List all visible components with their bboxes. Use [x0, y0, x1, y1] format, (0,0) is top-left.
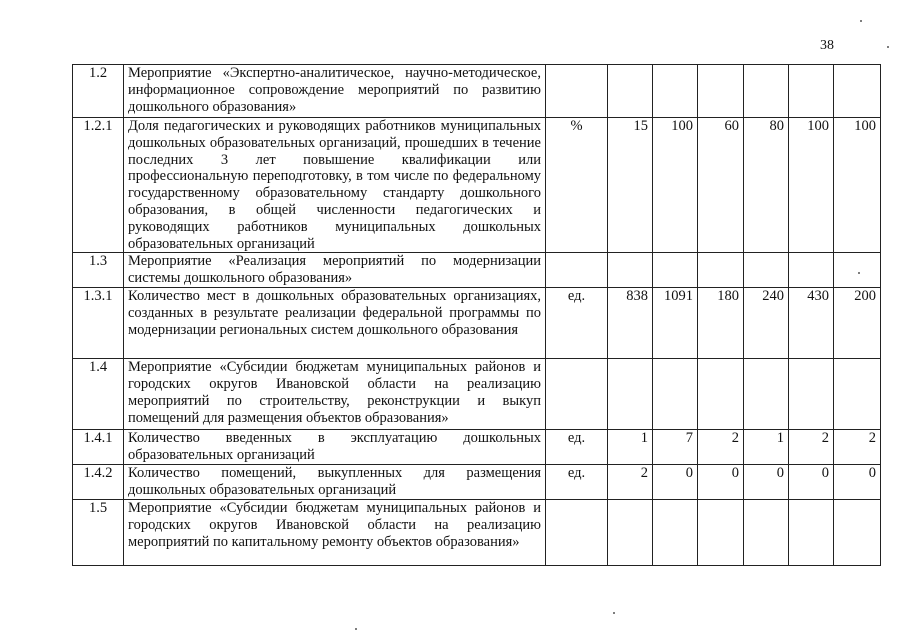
row-unit: % [546, 118, 608, 253]
table-body [73, 65, 881, 566]
row-value: 430 [789, 288, 834, 359]
row-value [608, 499, 653, 565]
row-value [608, 65, 653, 118]
row-value: 2 [698, 430, 744, 465]
row-unit [546, 359, 608, 430]
table-row [73, 499, 881, 565]
row-value: 100 [834, 118, 881, 253]
row-value [698, 65, 744, 118]
row-value: 0 [834, 464, 881, 499]
row-value [789, 65, 834, 118]
row-value: 180 [698, 288, 744, 359]
table-row [73, 118, 881, 253]
row-unit [546, 65, 608, 118]
row-number: 1.2 [73, 65, 124, 118]
row-value [834, 253, 881, 288]
row-description: Доля педагогических и руководящих работников муниципальных дошкольных образовательных организаций, прошедших в течение последних 3 лет повышение квалификации или профессиональную переподготовку, в том числе по федеральному государственному образовательному стандарту дошкольного образования, в общей численности педагогических и руководящих работников муниципальных дошкольных образовательных организаций [124, 118, 546, 253]
row-value [834, 65, 881, 118]
table-row [73, 253, 881, 288]
row-value: 1 [744, 430, 789, 465]
row-value: 2 [834, 430, 881, 465]
row-value: 240 [744, 288, 789, 359]
row-value [653, 499, 698, 565]
row-value: 7 [653, 430, 698, 465]
row-value [834, 499, 881, 565]
row-description: Мероприятие «Субсидии бюджетам муниципальных районов и городских округов Ивановской области на реализацию мероприятий по строительству, реконструкции и выкуп помещений для размещения объектов образования» [124, 359, 546, 430]
scan-speck [355, 628, 357, 630]
row-description: Мероприятие «Реализация мероприятий по модернизации системы дошкольного образования» [124, 253, 546, 288]
scan-speck [858, 272, 860, 274]
row-value: 60 [698, 118, 744, 253]
row-number: 1.4.1 [73, 430, 124, 465]
row-value [608, 253, 653, 288]
indicators-table [72, 64, 881, 566]
row-description: Количество введенных в эксплуатацию дошкольных образовательных организаций [124, 430, 546, 465]
row-value [744, 65, 789, 118]
row-value: 838 [608, 288, 653, 359]
scan-speck [860, 20, 862, 22]
row-description: Количество мест в дошкольных образовательных организациях, созданных в результате реализации федеральной программы по модернизации региональных систем дошкольного образования [124, 288, 546, 359]
table-row [73, 464, 881, 499]
row-value [834, 359, 881, 430]
row-value [653, 253, 698, 288]
row-unit: ед. [546, 288, 608, 359]
row-number: 1.4 [73, 359, 124, 430]
row-value [789, 253, 834, 288]
table-row [73, 359, 881, 430]
row-value [698, 499, 744, 565]
scan-speck [887, 46, 889, 48]
page-number: 38 [820, 38, 834, 53]
row-unit [546, 499, 608, 565]
row-value: 1 [608, 430, 653, 465]
scan-speck [613, 612, 615, 614]
row-value: 2 [789, 430, 834, 465]
row-number: 1.5 [73, 499, 124, 565]
row-number: 1.2.1 [73, 118, 124, 253]
row-description: Мероприятие «Субсидии бюджетам муниципальных районов и городских округов Ивановской области на реализацию мероприятий по капитальному ремонту объектов образования» [124, 499, 546, 565]
row-description: Мероприятие «Экспертно-аналитическое, научно-методическое, информационное сопровождение мероприятий по развитию дошкольного образования» [124, 65, 546, 118]
row-value: 0 [744, 464, 789, 499]
row-value [698, 253, 744, 288]
row-value: 2 [608, 464, 653, 499]
row-value: 80 [744, 118, 789, 253]
row-value [744, 359, 789, 430]
row-value [698, 359, 744, 430]
row-value [653, 359, 698, 430]
table-row [73, 288, 881, 359]
row-value [789, 499, 834, 565]
row-value: 0 [653, 464, 698, 499]
row-value [789, 359, 834, 430]
row-number: 1.4.2 [73, 464, 124, 499]
table-row [73, 430, 881, 465]
row-value: 100 [653, 118, 698, 253]
table-row [73, 65, 881, 118]
row-unit [546, 253, 608, 288]
row-value [653, 65, 698, 118]
row-unit: ед. [546, 464, 608, 499]
row-value [744, 499, 789, 565]
row-unit: ед. [546, 430, 608, 465]
row-value: 200 [834, 288, 881, 359]
row-value: 15 [608, 118, 653, 253]
row-number: 1.3.1 [73, 288, 124, 359]
row-number: 1.3 [73, 253, 124, 288]
row-value: 0 [698, 464, 744, 499]
row-value: 1091 [653, 288, 698, 359]
row-value: 100 [789, 118, 834, 253]
row-value: 0 [789, 464, 834, 499]
row-value [744, 253, 789, 288]
row-value [608, 359, 653, 430]
row-description: Количество помещений, выкупленных для размещения дошкольных образовательных организаций [124, 464, 546, 499]
